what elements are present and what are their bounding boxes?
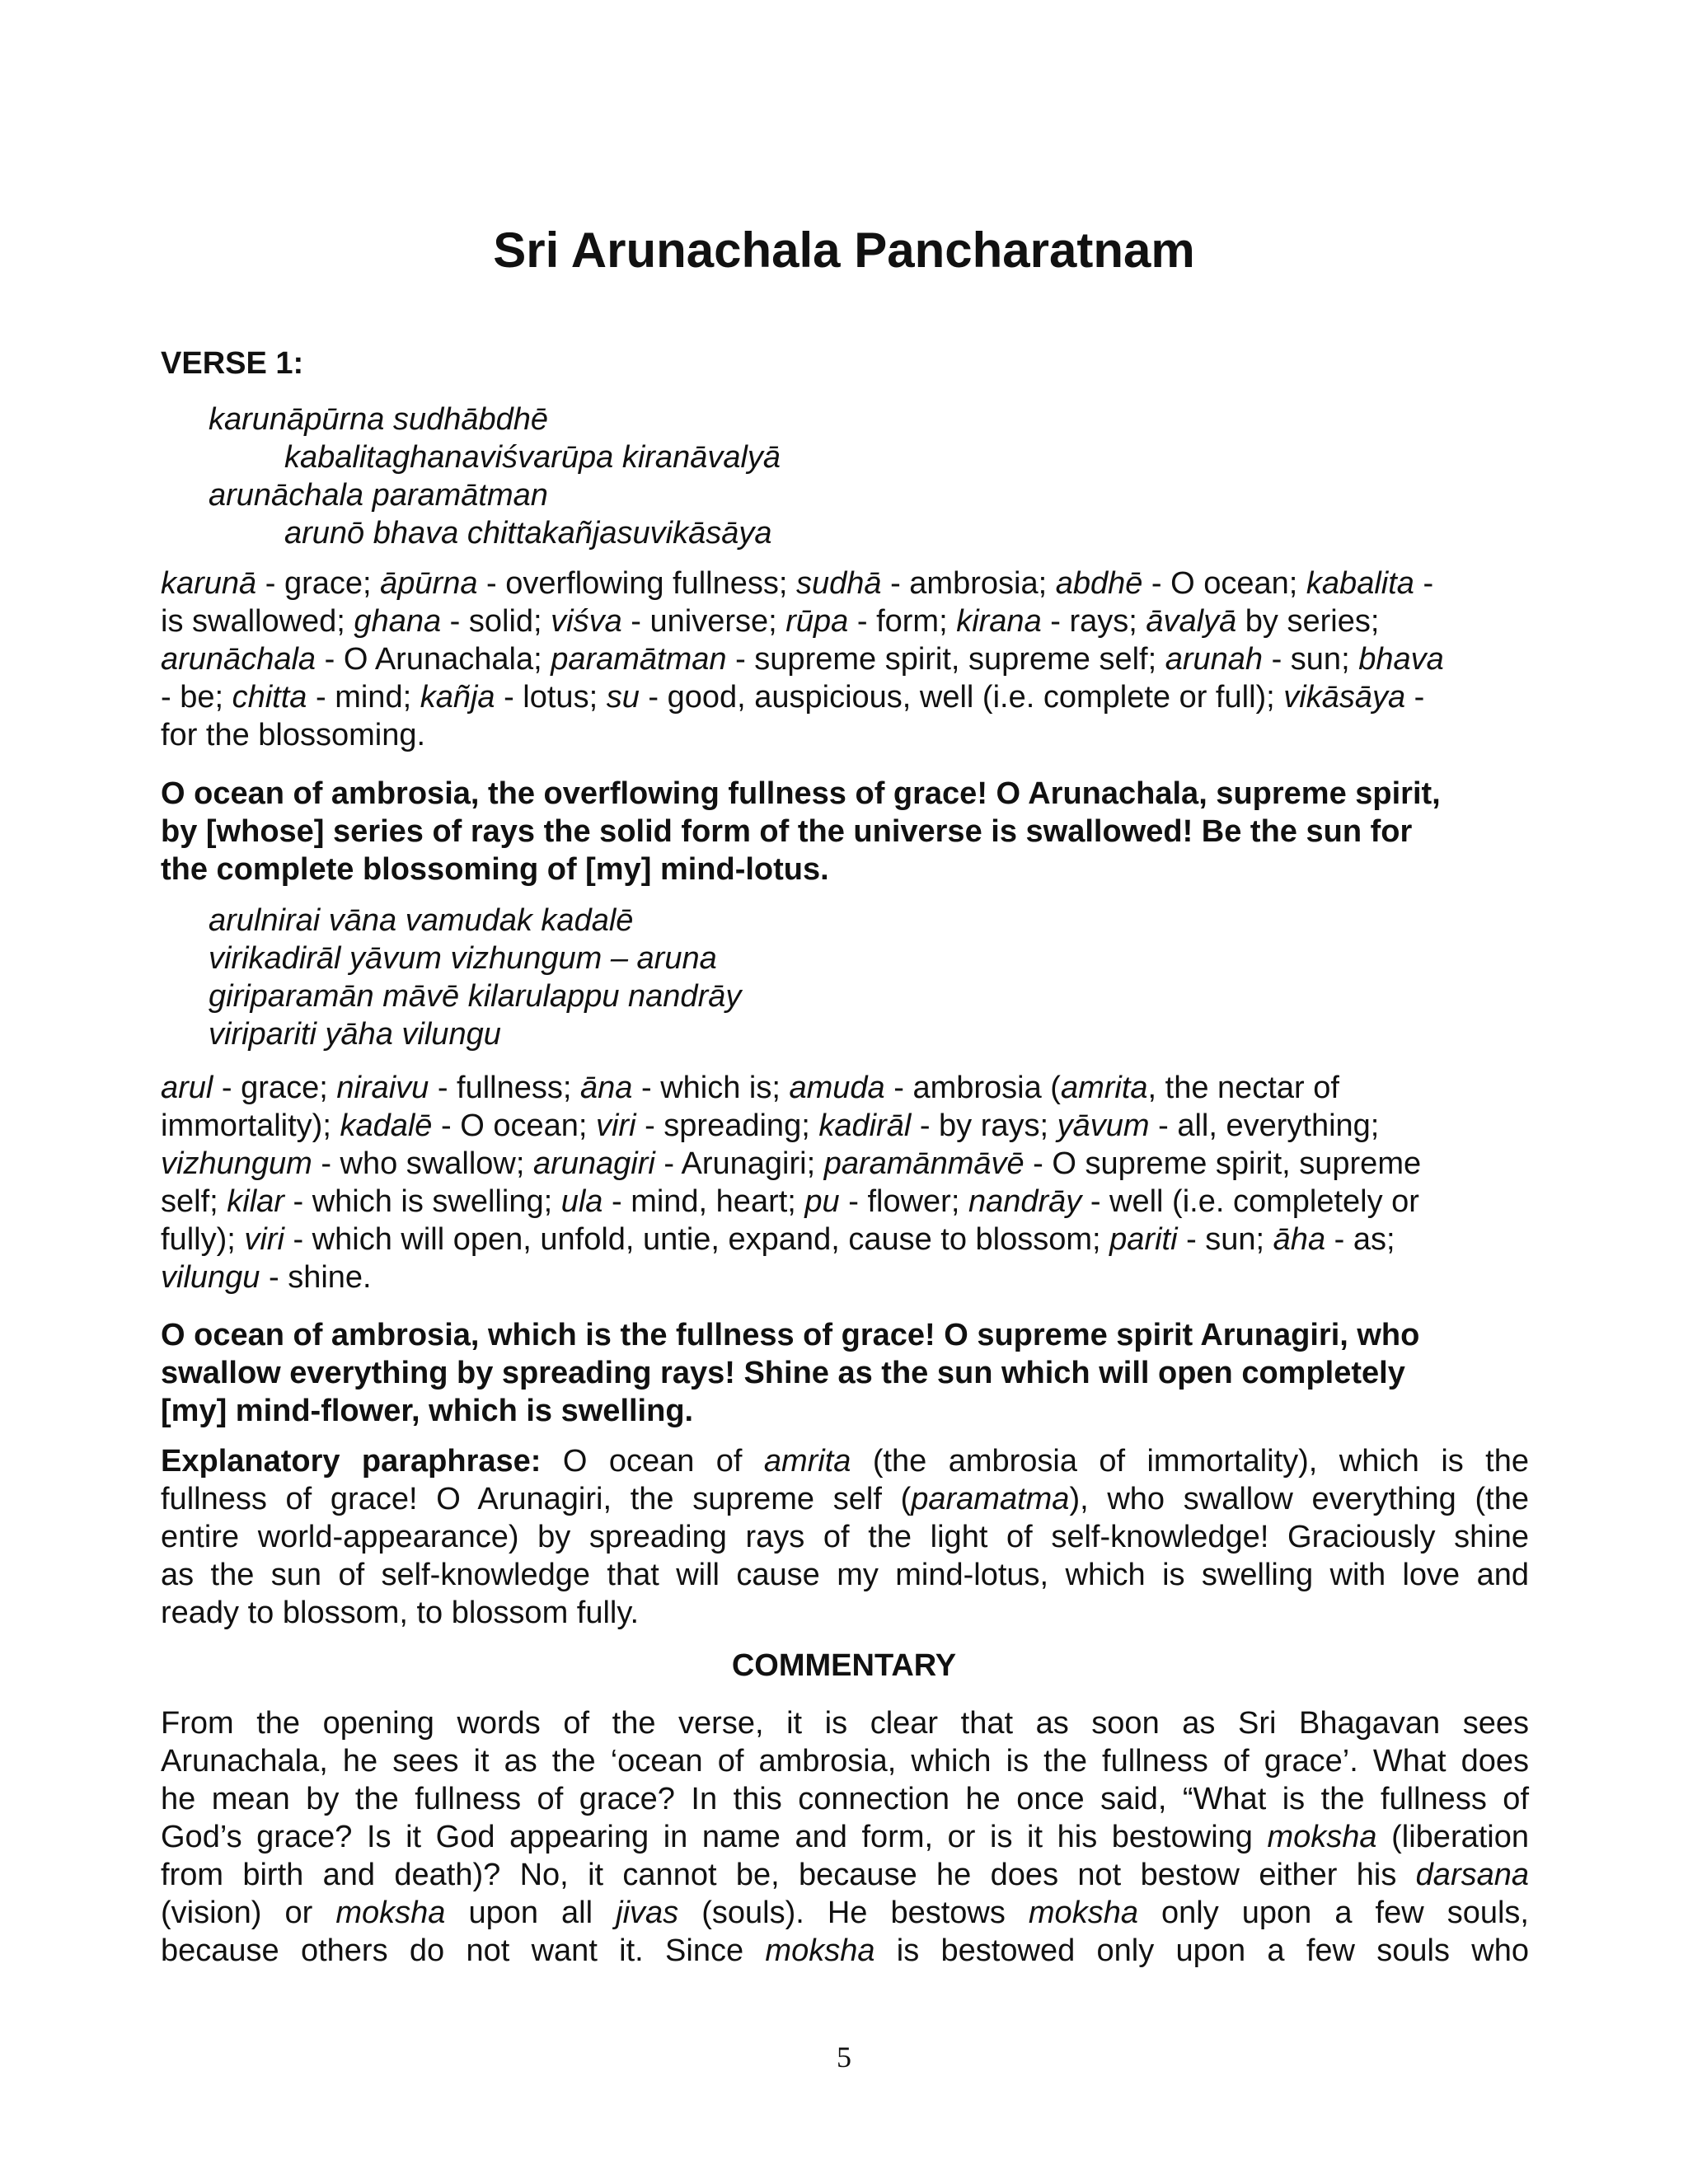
- italic-term: ula: [560, 1184, 603, 1219]
- tamil-verse-line: viripariti yāha vilungu: [209, 1017, 501, 1052]
- text-run: only upon a few souls,: [1137, 1896, 1529, 1930]
- commentary-line: [161, 1894, 1529, 1932]
- translation-line: [my] mind-flower, which is swelling.: [161, 1394, 694, 1428]
- text-run: - mind;: [307, 680, 420, 715]
- page-title: Sri Arunachala Pancharatnam: [493, 223, 1195, 278]
- italic-term: viri: [595, 1108, 636, 1143]
- text-run: - spreading;: [635, 1108, 819, 1143]
- text-run: - form;: [848, 604, 957, 639]
- paraphrase-line: [161, 1480, 1529, 1518]
- italic-term: sudhā: [795, 566, 882, 601]
- commentary-line: [161, 1932, 1529, 1970]
- tamil-verse-line: giriparamān māvē kilarulappu nandrāy: [209, 979, 742, 1014]
- italic-term: abdhē: [1055, 566, 1143, 601]
- text-run: - which will open, unfold, untie, expand, cause to blossom;: [284, 1222, 1110, 1257]
- italic-term: moksha: [1267, 1820, 1377, 1854]
- italic-term: kabalita: [1306, 566, 1414, 601]
- italic-term: āvalyā: [1146, 604, 1237, 639]
- commentary-line: [161, 1818, 1529, 1856]
- italic-term: vizhungum: [161, 1146, 312, 1181]
- commentary-line: [161, 1742, 1529, 1780]
- italic-term: yāvum: [1057, 1108, 1150, 1143]
- text-run: - be;: [161, 680, 232, 715]
- commentary-line: [161, 1780, 1529, 1818]
- gloss-line: [161, 565, 1529, 602]
- text-run: - which is;: [632, 1071, 790, 1105]
- text-run: - sun;: [1177, 1222, 1273, 1257]
- italic-term: ghana: [354, 604, 442, 639]
- paraphrase-line: [161, 1556, 1529, 1594]
- italic-term: āha: [1273, 1222, 1326, 1257]
- text-run: - all, everything;: [1149, 1108, 1380, 1143]
- text-run: - mind, heart;: [603, 1184, 805, 1219]
- italic-term: moksha: [765, 1933, 875, 1968]
- italic-term: nandrāy: [968, 1184, 1082, 1219]
- text-run: , the nectar of: [1147, 1071, 1339, 1105]
- text-run: (liberation: [1376, 1820, 1529, 1854]
- page-number: 5: [837, 2041, 851, 2074]
- paraphrase-line: [161, 1518, 1529, 1556]
- sanskrit-word-gloss: [161, 565, 1529, 754]
- paraphrase-label: Explanatory paraphrase:: [161, 1444, 542, 1479]
- text-run: self;: [161, 1184, 227, 1219]
- explanatory-paraphrase: [161, 1442, 1529, 1632]
- italic-term: su: [606, 680, 640, 715]
- translation-line: O ocean of ambrosia, which is the fullness of grace! O supreme spirit Arunagiri, who: [161, 1318, 1420, 1352]
- text-run: - overflowing fullness;: [477, 566, 796, 601]
- italic-term: arunah: [1165, 642, 1264, 677]
- paraphrase-line: [161, 1594, 1529, 1632]
- tamil-verse: [209, 902, 1610, 1053]
- commentary-line: [161, 1856, 1529, 1894]
- italic-term: chitta: [232, 680, 307, 715]
- gloss-line: [161, 678, 1529, 716]
- commentary-text: [161, 1704, 1529, 1970]
- italic-term: paramānmāvē: [823, 1146, 1025, 1181]
- text-run: - lotus;: [495, 680, 607, 715]
- text-run: (the ambrosia of immortality), which is the: [851, 1444, 1529, 1479]
- italic-term: viśva: [551, 604, 622, 639]
- gloss-line: [161, 716, 1529, 754]
- italic-term: pariti: [1109, 1222, 1178, 1257]
- text-run: - rays;: [1041, 604, 1146, 639]
- italic-term: karunā: [161, 566, 257, 601]
- italic-term: kañja: [420, 680, 495, 715]
- text-run: - by rays;: [911, 1108, 1057, 1143]
- text-run: upon all: [445, 1896, 617, 1930]
- text-run: -: [1414, 566, 1434, 601]
- text-run: from birth and death)? No, it cannot be, because he does not bestow either his: [161, 1858, 1416, 1892]
- sanskrit-verse-line: karunāpūrna sudhābdhē: [209, 402, 549, 437]
- text-run: immortality);: [161, 1108, 340, 1143]
- text-run: - grace;: [256, 566, 381, 601]
- tamil-verse-line: virikadirāl yāvum vizhungum – aruna: [209, 941, 717, 976]
- italic-term: arunagiri: [532, 1146, 655, 1181]
- text-run: - fullness;: [429, 1071, 581, 1105]
- text-run: - which is swelling;: [284, 1184, 561, 1219]
- text-run: - who swallow;: [312, 1146, 533, 1181]
- commentary-heading: COMMENTARY: [731, 1648, 957, 1683]
- commentary-line: [161, 1704, 1529, 1742]
- text-run: - Arunagiri;: [654, 1146, 824, 1181]
- text-run: as the sun of self-knowledge that will cause my mind-lotus, which is swelling with love and: [161, 1558, 1529, 1592]
- gloss-line: [161, 1145, 1529, 1183]
- text-run: fullness of grace! O Arunagiri, the supreme self (: [161, 1482, 912, 1516]
- text-run: because others do not want it. Since: [161, 1933, 766, 1968]
- text-run: entire world-appearance) by spreading rays of the light of self-knowledge! Graciously shine: [161, 1520, 1529, 1554]
- sanskrit-translation: [161, 775, 1529, 888]
- text-run: Arunachala, he sees it as the ‘ocean of ambrosia, which is the fullness of grace’. What does: [161, 1744, 1529, 1779]
- text-run: - well (i.e. completely or: [1081, 1184, 1419, 1219]
- sanskrit-verse: [209, 401, 1610, 552]
- sanskrit-verse-line: arunāchala paramātman: [209, 478, 548, 513]
- translation-line: O ocean of ambrosia, the overflowing fullness of grace! O Arunachala, supreme spirit,: [161, 776, 1441, 811]
- gloss-line: [161, 602, 1529, 640]
- text-run: - sun;: [1263, 642, 1359, 677]
- paraphrase-line: [161, 1442, 1529, 1480]
- text-run: - shine.: [260, 1260, 372, 1295]
- text-run: by series;: [1236, 604, 1380, 639]
- italic-term: amuda: [789, 1071, 885, 1105]
- text-run: - universe;: [621, 604, 786, 639]
- text-run: is swallowed;: [161, 604, 354, 639]
- text-run: fully);: [161, 1222, 245, 1257]
- italic-term: kadalē: [340, 1108, 433, 1143]
- text-run: God’s grace? Is it God appearing in name and form, or is it his bestowing: [161, 1820, 1268, 1854]
- tamil-verse-line: arulnirai vāna vamudak kadalē: [209, 903, 634, 938]
- sanskrit-verse-line: kabalitaghanaviśvarūpa kiranāvalyā: [284, 440, 781, 475]
- text-run: - good, auspicious, well (i.e. complete or full);: [639, 680, 1284, 715]
- italic-term: kirana: [956, 604, 1042, 639]
- italic-term: arunāchala: [161, 642, 316, 677]
- italic-term: amrita: [763, 1444, 851, 1479]
- text-run: - grace;: [213, 1071, 337, 1105]
- italic-term: āna: [580, 1071, 633, 1105]
- text-run: - O supreme spirit, supreme: [1024, 1146, 1422, 1181]
- verse-heading: VERSE 1:: [161, 346, 304, 381]
- italic-term: darsana: [1415, 1858, 1529, 1892]
- text-run: - ambrosia (: [884, 1071, 1061, 1105]
- gloss-line: [161, 1069, 1529, 1107]
- text-run: (souls). He bestows: [678, 1896, 1029, 1930]
- text-run: From the opening words of the verse, it is clear that as soon as Sri Bhagavan sees: [161, 1706, 1529, 1741]
- text-run: for the blossoming.: [161, 718, 426, 752]
- text-run: - O ocean;: [432, 1108, 596, 1143]
- italic-term: āpūrna: [380, 566, 478, 601]
- italic-term: paramātman: [551, 642, 727, 677]
- tamil-translation: [161, 1316, 1529, 1430]
- italic-term: vikāsāya: [1283, 680, 1406, 715]
- text-run: - O ocean;: [1142, 566, 1306, 601]
- tamil-word-gloss: [161, 1069, 1529, 1296]
- italic-term: moksha: [1028, 1896, 1138, 1930]
- translation-line: the complete blossoming of [my] mind-lotus.: [161, 852, 829, 887]
- text-run: -: [1405, 680, 1425, 715]
- italic-term: viri: [244, 1222, 284, 1257]
- text-run: - as;: [1325, 1222, 1395, 1257]
- italic-term: niraivu: [336, 1071, 429, 1105]
- text-run: ready to blossom, to blossom fully.: [161, 1596, 640, 1630]
- gloss-line: [161, 640, 1529, 678]
- text-run: - supreme spirit, supreme self;: [726, 642, 1165, 677]
- gloss-line: [161, 1258, 1529, 1296]
- italic-term: amrita: [1060, 1071, 1148, 1105]
- text-run: (vision) or: [161, 1896, 336, 1930]
- text-run: he mean by the fullness of grace? In this connection he once said, “What is the fullness of: [161, 1782, 1529, 1816]
- italic-term: moksha: [335, 1896, 446, 1930]
- italic-term: rūpa: [785, 604, 849, 639]
- italic-term: kilar: [227, 1184, 284, 1219]
- italic-term: vilungu: [161, 1260, 260, 1295]
- text-run: is bestowed only upon a few souls who: [874, 1933, 1529, 1968]
- gloss-line: [161, 1107, 1529, 1145]
- text-run: - O Arunachala;: [316, 642, 551, 677]
- italic-term: arul: [161, 1071, 213, 1105]
- italic-term: paramatma: [911, 1482, 1070, 1516]
- gloss-line: [161, 1183, 1529, 1221]
- text-run: ), who swallow everything (the: [1069, 1482, 1529, 1516]
- translation-line: swallow everything by spreading rays! Shine as the sun which will open completely: [161, 1356, 1405, 1390]
- text-run: - ambrosia;: [881, 566, 1056, 601]
- text-run: - flower;: [839, 1184, 968, 1219]
- italic-term: jivas: [616, 1896, 679, 1930]
- italic-term: kadirāl: [818, 1108, 912, 1143]
- text-run: - solid;: [441, 604, 551, 639]
- text-run: O ocean of: [541, 1444, 764, 1479]
- sanskrit-verse-line: arunō bhava chittakañjasuvikāsāya: [284, 516, 772, 551]
- italic-term: pu: [804, 1184, 840, 1219]
- translation-line: by [whose] series of rays the solid form of the universe is swallowed! Be the sun for: [161, 814, 1413, 849]
- italic-term: bhava: [1358, 642, 1444, 677]
- gloss-line: [161, 1221, 1529, 1258]
